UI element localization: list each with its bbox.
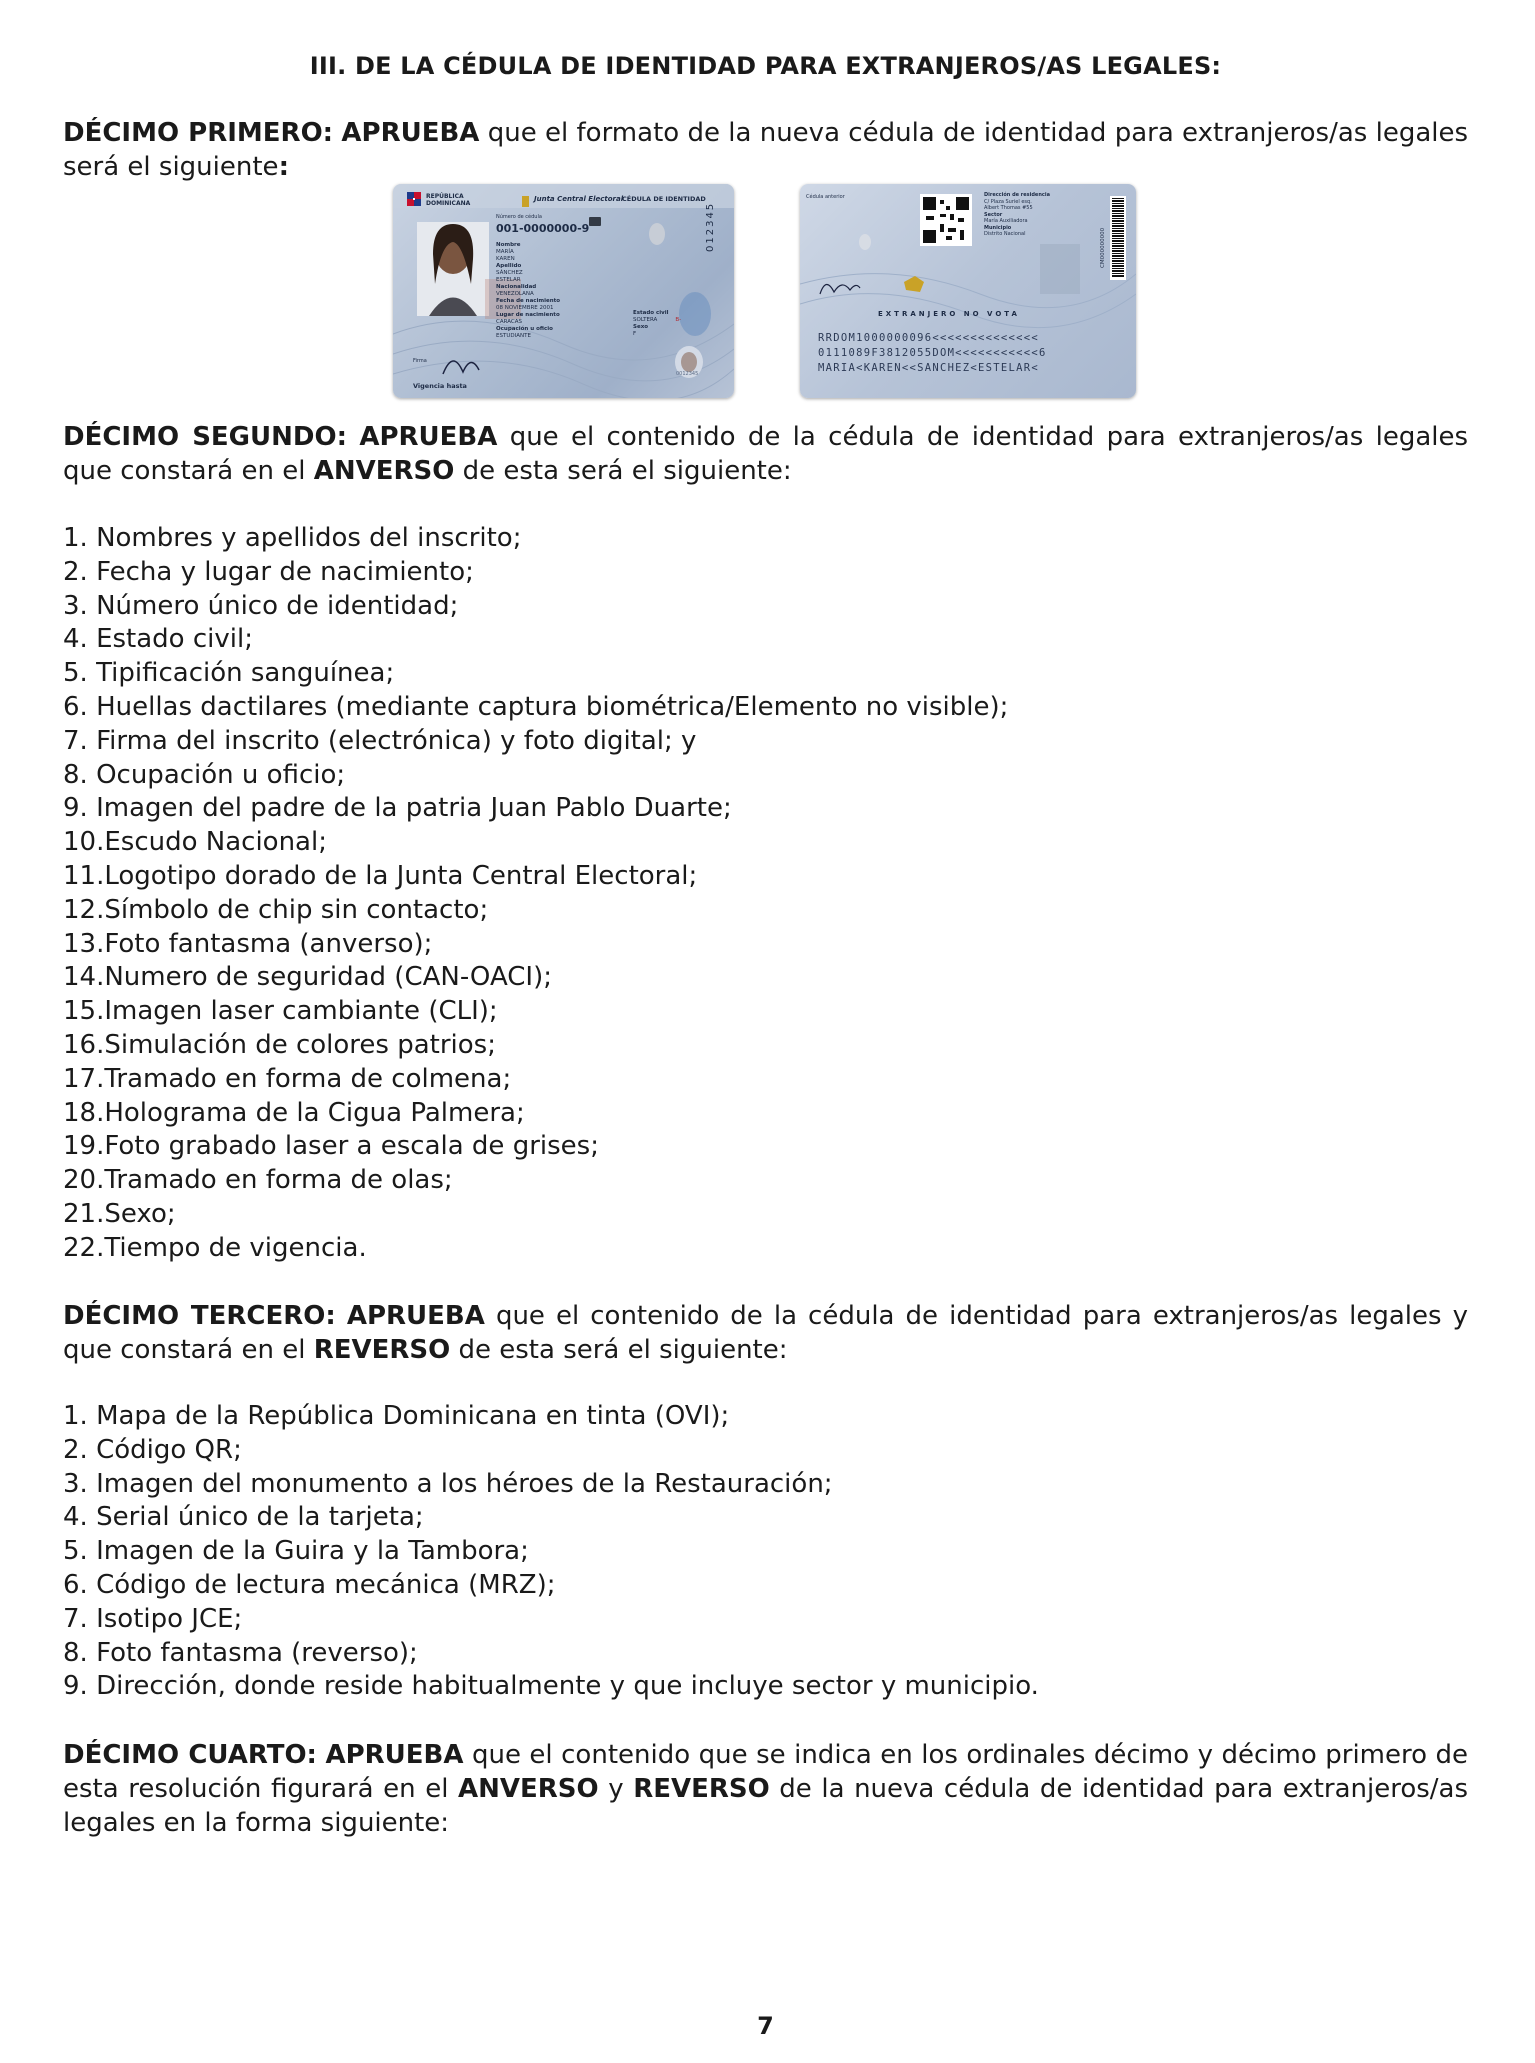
paragraph-decimo-tercero bbox=[63, 1299, 1468, 1367]
card-number-label: Número de cédula bbox=[496, 214, 542, 220]
article-lead: DÉCIMO SEGUNDO: bbox=[63, 422, 347, 452]
list-item: 3. Imagen del monumento a los héroes de la Restauración; bbox=[63, 1468, 833, 1499]
article-text-end: de esta será el siguiente: bbox=[462, 456, 792, 486]
list-item: 5. Imagen de la Guira y la Tambora; bbox=[63, 1536, 529, 1567]
article-text: que el formato de la nueva cédula de identidad para extranjeros/as legales será el siguiente bbox=[63, 118, 1469, 182]
list-item: 21.Sexo; bbox=[63, 1198, 176, 1229]
list-item: 9. Imagen del padre de la patria Juan Pablo Duarte; bbox=[63, 793, 732, 824]
card-address-block: Dirección de residencia C/ Plaza Suriel esq. Albert Thomas #55 Sector María Auxiliadora Municipio Distrito Nacional bbox=[984, 192, 1050, 237]
card-issuer: Junta Central Electoral bbox=[534, 195, 624, 203]
card-country: REPÚBLICA DOMINICANA bbox=[426, 193, 471, 207]
card-fields-left: Nombre MARÍA KAREN Apellido SÁNCHEZ ESTELAR Nacionalidad VENEZOLANA Fecha de nacimiento 08 NOVIEMBRE 2001 Lugar de nacimiento CARACAS Ocupación u oficio ESTUDIANTE bbox=[496, 242, 561, 339]
card-prev-label: Cédula anterior bbox=[806, 194, 845, 200]
list-item: 13.Foto fantasma (anverso); bbox=[63, 928, 433, 959]
list-item: 4. Serial único de la tarjeta; bbox=[63, 1502, 424, 1533]
card-vote-status: EXTRANJERO NO VOTA bbox=[878, 310, 1020, 318]
section-title: III. DE LA CÉDULA DE IDENTIDAD PARA EXTRANJEROS/AS LEGALES: bbox=[309, 52, 1222, 80]
article-lead: DÉCIMO CUARTO: bbox=[63, 1740, 317, 1770]
list-item: 1. Mapa de la República Dominicana en tinta (OVI); bbox=[63, 1401, 730, 1431]
article-text: que el contenido de la cédula de identidad para extranjeros/as legales que constará en el bbox=[63, 422, 1469, 486]
list-item: 15.Imagen laser cambiante (CLI); bbox=[63, 996, 498, 1027]
card-vertical-serial: CM000000000 bbox=[1100, 227, 1106, 268]
list-item: 4. Estado civil; bbox=[63, 624, 253, 655]
card-mrz-line-1: RRDOM1000000096<<<<<<<<<<<<<< bbox=[818, 332, 1040, 344]
article-text: que el contenido que se indica en los ordinales décimo y décimo primero de esta resolución figurará en el bbox=[63, 1740, 1469, 1804]
card-number: 001-0000000-9 bbox=[496, 222, 590, 235]
article-text-end: de esta será el siguiente: bbox=[458, 1335, 788, 1365]
card-mrz-line-3: MARIA<KAREN<<SANCHEZ<ESTELAR< bbox=[818, 362, 1040, 374]
article-text-end: de la nueva cédula de identidad para extranjeros/as legales en la forma siguiente: bbox=[63, 1774, 1469, 1838]
article-verb: APRUEBA bbox=[325, 1740, 464, 1770]
list-item: 22.Tiempo de vigencia. bbox=[63, 1232, 367, 1263]
list-item: 20.Tramado en forma de olas; bbox=[63, 1165, 453, 1196]
article-conjunction: y bbox=[608, 1774, 624, 1804]
card-serial: 012345 bbox=[705, 201, 716, 252]
list-item: 2. Código QR; bbox=[63, 1434, 242, 1465]
list-item: 5. Tipificación sanguínea; bbox=[63, 658, 395, 689]
article-verb: APRUEBA bbox=[359, 422, 498, 452]
paragraph-decimo-cuarto bbox=[63, 1738, 1468, 1840]
card-sign-label: Firma bbox=[413, 358, 427, 364]
card-fields-right: Estado civil SOLTERA B- Sexo F bbox=[633, 310, 682, 337]
reverso-list bbox=[63, 1400, 1468, 1704]
card-mrz-line-2: 0111089F3812055DOM<<<<<<<<<<<6 bbox=[818, 347, 1047, 359]
list-item: 6. Código de lectura mecánica (MRZ); bbox=[63, 1569, 556, 1600]
article-emphasis-anverso: ANVERSO bbox=[458, 1774, 599, 1804]
list-item: 11.Logotipo dorado de la Junta Central Electoral; bbox=[63, 860, 698, 891]
article-emphasis-reverso: REVERSO bbox=[633, 1774, 770, 1804]
article-lead: DÉCIMO PRIMERO: bbox=[63, 118, 334, 148]
list-item: 3. Número único de identidad; bbox=[63, 590, 459, 621]
id-card-front-image bbox=[393, 184, 734, 398]
article-emphasis: ANVERSO bbox=[313, 456, 455, 486]
article-colon: : bbox=[278, 152, 289, 182]
list-item: 12.Símbolo de chip sin contacto; bbox=[63, 894, 489, 925]
card-doc-type: CÉDULA DE IDENTIDAD bbox=[622, 195, 706, 203]
list-item: 8. Ocupación u oficio; bbox=[63, 759, 346, 790]
card-barcode bbox=[1112, 198, 1124, 278]
id-card-back-image bbox=[800, 184, 1136, 398]
paragraph-decimo-primero bbox=[63, 116, 1468, 184]
article-verb: APRUEBA bbox=[341, 118, 480, 148]
list-item: 14.Numero de seguridad (CAN-OACI); bbox=[63, 962, 552, 993]
article-verb: APRUEBA bbox=[346, 1301, 485, 1331]
list-item: 1. Nombres y apellidos del inscrito; bbox=[63, 523, 522, 553]
list-item: 7. Isotipo JCE; bbox=[63, 1603, 243, 1634]
list-item: 18.Holograma de la Cigua Palmera; bbox=[63, 1097, 525, 1128]
list-item: 16.Simulación de colores patrios; bbox=[63, 1029, 496, 1060]
page-number: 7 bbox=[757, 2012, 774, 2040]
list-item: 17.Tramado en forma de colmena; bbox=[63, 1063, 512, 1094]
list-item: 6. Huellas dactilares (mediante captura biométrica/Elemento no visible); bbox=[63, 691, 1009, 722]
card-ghost-number: 0012345 bbox=[676, 371, 699, 377]
article-text: que el contenido de la cédula de identidad para extranjeros/as legales y que constará en el bbox=[63, 1301, 1468, 1365]
list-item: 9. Dirección, donde reside habitualmente y que incluye sector y municipio. bbox=[63, 1671, 1039, 1702]
list-item: 8. Foto fantasma (reverso); bbox=[63, 1637, 418, 1668]
list-item: 2. Fecha y lugar de nacimiento; bbox=[63, 556, 474, 587]
card-validity-label: Vigencia hasta bbox=[413, 382, 467, 390]
list-item: 19.Foto grabado laser a escala de grises; bbox=[63, 1131, 599, 1162]
article-emphasis: REVERSO bbox=[313, 1335, 451, 1365]
article-lead: DÉCIMO TERCERO: bbox=[63, 1301, 336, 1331]
anverso-list bbox=[63, 522, 1468, 1266]
card-front-pattern bbox=[393, 184, 734, 398]
list-item: 10.Escudo Nacional; bbox=[63, 827, 327, 858]
list-item: 7. Firma del inscrito (electrónica) y foto digital; y bbox=[63, 725, 697, 756]
paragraph-decimo-segundo bbox=[63, 420, 1468, 488]
